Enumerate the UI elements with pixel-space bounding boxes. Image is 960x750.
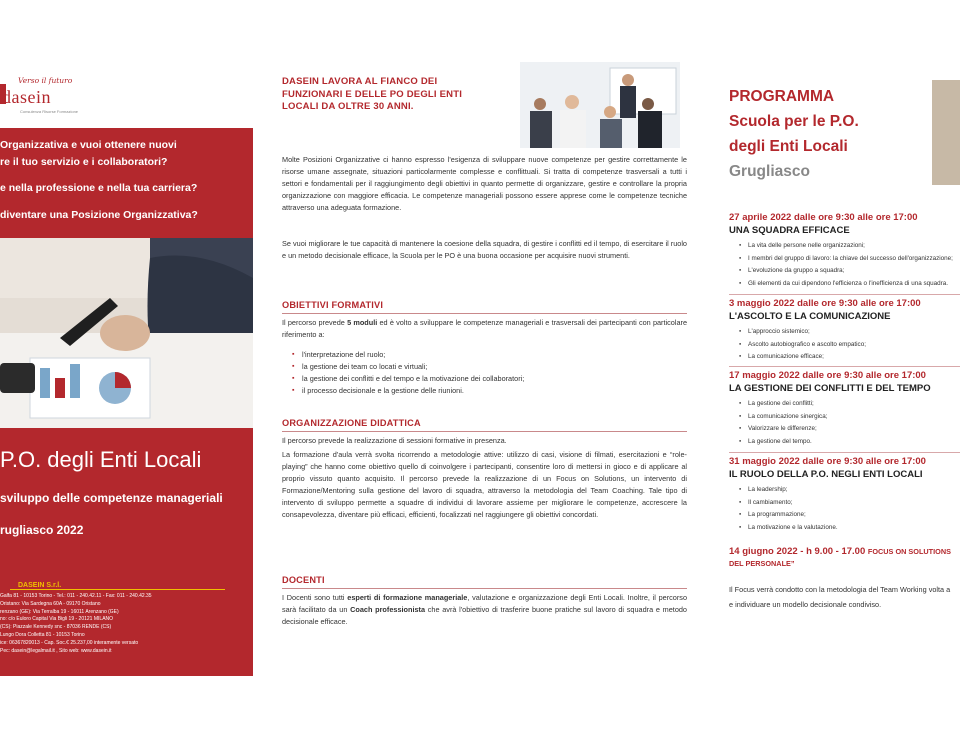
footer-line: renzano (GE): Via Terralba 19 - 16011 Arenzano (GE) — [0, 608, 119, 615]
list-item: ▪ il processo decisionale e la gestione delle riunioni. — [292, 385, 524, 397]
module-topics — [739, 484, 960, 534]
module-date: 31 maggio 2022 dalle ore 9:30 alle ore 17:00 — [729, 456, 926, 467]
footer-divider — [10, 589, 225, 590]
focus-label: FOCUS ON SOLUTIONS — [867, 547, 951, 556]
list-item: ▪ Gli elementi da cui dipendono l'efficienza o l'inefficienza di una squadra. — [739, 278, 960, 291]
docenti-text-2: , valutazione e organizzazione degli Enti Locali. Inoltre, il percorso sarà facilitato da un — [282, 593, 688, 614]
list-item: ▪ l'interpretazione del ruolo; — [292, 349, 524, 361]
list-item: ▪ La motivazione e la valutazione. — [739, 522, 960, 535]
intro-paragraph: Molte Posizioni Organizzative ci hanno espresso l'esigenza di sviluppare nuove competenze per gestire correttamente le risorse umane assegnate, situazioni particolarmente complesse e conflittuali. Si tratta di competenze trasversali a tutti i settori e fondamentali per il raggiungimento degli obiettivi in quanto permette di organizzare, gestire e controllare la propria organizzazione con maggiore efficacia. Le competenze manageriali possono essere apprese come le competenze tecniche attraverso una adeguata formazione. — [282, 155, 687, 212]
obiettivi-heading: OBIETTIVI FORMATIVI — [282, 300, 384, 310]
module-2 — [729, 298, 960, 364]
docenti-bold: esperti di formazione manageriale — [347, 593, 468, 602]
module-title: LA GESTIONE DEI CONFLITTI E DEL TEMPO — [729, 383, 931, 394]
docenti-paragraph — [282, 592, 687, 628]
module-title: IL RUOLO DELLA P.O. NEGLI ENTI LOCALI — [729, 469, 923, 480]
docenti-text: I Docenti sono tutti — [282, 593, 348, 602]
company-name: DASEIN S.r.l. — [18, 582, 62, 589]
module-4 — [729, 456, 960, 534]
question-line: Organizzativa e vuoi ottenere nuovi — [0, 139, 177, 151]
section-divider — [282, 313, 687, 314]
organizzazione-paragraph-2: La formazione d'aula verrà svolta ricorrendo a metodologie attive: utilizzo di casi, visione di filmati, esercitazioni e “role-playing” che hanno come obiettivo quello di coinvolgere i partecipanti, consentire loro di mettersi in gioco e di applicare al proprio vissuto quanto acquisito. Il percorso prevede la realizzazione di un Focus on Solutions, un intervento di Formazione/Mentoring sulla gestione del lavoro di squadra, attraverso la metodologia del Team Coaching. Tale tipo di intervento di sviluppo permette a squadre di individui di lavorare assieme per migliorare le competenze, accrescere la consapevolezza, diventare più efficaci, efficienti, focalizzati nel raggiungere gli obiettivi concordati. — [282, 450, 687, 519]
organizzazione-heading: ORGANIZZAZIONE DIDATTICA — [282, 418, 421, 428]
footer-line: no: c/o Euloro Capital Via Bigli 19 - 20121 MILANO — [0, 616, 114, 623]
module-title: UNA SQUADRA EFFICACE — [729, 225, 850, 236]
organizzazione-paragraph: Il percorso prevede la realizzazione di sessioni formative in presenza. — [282, 436, 507, 445]
logo-word: dasein — [2, 87, 51, 107]
question-line: re il tuo servizio e i collaboratori? — [0, 155, 168, 168]
cover-location-year: rugliasco 2022 — [0, 523, 84, 537]
module-topics — [739, 326, 960, 364]
obiettivi-text-2: ed è volto a sviluppare le competenze manageriali e trasversali dei partecipanti con particolare riferimento a: — [282, 318, 688, 339]
cover-title: P.O. degli Enti Locali — [0, 447, 202, 472]
list-item: ▪ L'evoluzione da gruppo a squadra; — [739, 265, 960, 278]
list-item: ▪ La comunicazione sinergica; — [739, 411, 960, 424]
list-item: ▪ Il cambiamento; — [739, 497, 960, 510]
program-heading: PROGRAMMA — [729, 88, 835, 105]
right-panel — [718, 0, 960, 750]
focus-description — [729, 583, 950, 612]
docenti-heading: DOCENTI — [282, 575, 325, 585]
headline: DASEIN LAVORA AL FIANCO DEI FUNZIONARI E DELLE PO DEGLI ENTI LOCALI DA OLTRE 30 ANNI. — [282, 76, 463, 112]
program-school: Scuola per le P.O. — [729, 113, 859, 130]
obiettivi-paragraph — [282, 317, 687, 341]
footer-lines — [0, 593, 152, 655]
intro-questions — [0, 138, 253, 232]
focus-line-2: DEL PERSONALE” — [729, 559, 795, 568]
list-item: ▪ Ascolto autobiografico e ascolto empatico; — [739, 339, 960, 352]
left-panel — [0, 0, 253, 750]
footer-line: Oristano: Via Sardegna 60A - 09170 Oristano — [0, 600, 101, 607]
section-divider — [282, 431, 687, 432]
docenti-text-3: che avrà l'obiettivo di trasferire buone pratiche sul lavoro di squadra e metodo decisionale efficace. — [282, 604, 687, 626]
cover-photo — [0, 238, 253, 428]
focus-date: 14 giugno 2022 - h 9.00 - 17.00 — [729, 546, 866, 557]
logo-sub: Consulenza Risorse Formazione — [20, 109, 79, 114]
module-date: 27 aprile 2022 dalle ore 9:30 alle ore 17:00 — [729, 212, 918, 223]
focus-line — [729, 546, 951, 558]
business-desk-photo-icon — [0, 238, 253, 428]
module-date: 3 maggio 2022 dalle ore 9:30 alle ore 17:00 — [729, 298, 921, 309]
focus-text: Il Focus verrà condotto con la metodologia del Team Working volta a — [729, 585, 951, 594]
list-item: ▪ Valorizzare le differenze; — [739, 423, 960, 436]
footer-line: Galfa 81 - 10153 Torino - Tel.: 011 - 240.42.11 - Fax: 011 - 240.42.35 — [0, 593, 152, 599]
program-city: Grugliasco — [729, 163, 810, 180]
module-title: L'ASCOLTO E LA COMUNICAZIONE — [729, 311, 891, 322]
module-divider — [729, 366, 960, 367]
list-item: ▪ I membri del gruppo di lavoro: la chiave del successo dell'organizzazione; — [739, 253, 960, 266]
intro-paragraph-2: Se vuoi migliorare le tue capacità di mantenere la coesione della squadra, di gestire i conflitti ed il tempo, di esercitare il ruolo e un metodo decisionale efficace, la Scuola per le PO è una buona occasione per acquisire nuovi strumenti. — [282, 239, 687, 260]
meeting-people-photo-icon — [520, 62, 680, 148]
list-item: ▪ La leadership; — [739, 484, 960, 497]
footer-line: ice: 06367820013 - Cap. Soc.€ 25.237,00 interamente versato — [0, 639, 139, 646]
program-thumbnail — [932, 80, 960, 185]
middle-panel — [266, 0, 696, 750]
module-divider — [729, 294, 960, 295]
question-line: diventare una Posizione Organizzativa? — [0, 208, 198, 221]
list-item: ▪ la gestione dei team co locati e virtuali; — [292, 361, 524, 373]
module-1 — [729, 212, 960, 290]
module-topics — [739, 398, 960, 448]
list-item: ▪ L'approccio sistemico; — [739, 326, 960, 339]
cover-subtitle: sviluppo delle competenze manageriali — [0, 491, 223, 505]
question-line: e nella professione e nella tua carriera? — [0, 182, 198, 194]
list-item: ▪ La vita delle persone nelle organizzazioni; — [739, 240, 960, 253]
meeting-photo — [520, 62, 680, 148]
module-divider — [729, 452, 960, 453]
dasein-logo — [0, 76, 79, 118]
list-item: ▪ La comunicazione efficace; — [739, 351, 960, 364]
section-divider — [282, 588, 687, 589]
focus-session — [729, 546, 951, 570]
footer-line: Lungo Dora Colletta 81 - 10153 Torino — [0, 631, 85, 638]
module-topics — [739, 240, 960, 290]
obiettivi-list — [292, 349, 524, 397]
list-item: ▪ la gestione dei conflitti e del tempo e la motivazione dei collaboratori; — [292, 373, 524, 385]
footer-line: (CS): Piazzale Kennedy snc - 87036 RENDE (CS) — [0, 624, 112, 631]
program-entity: degli Enti Locali — [729, 138, 848, 155]
list-item: ▪ La programmazione; — [739, 509, 960, 522]
list-item: ▪ La gestione dei conflitti; — [739, 398, 960, 411]
program-title — [729, 84, 859, 184]
module-3 — [729, 370, 960, 448]
docenti-bold-2: Coach professionista — [350, 604, 426, 614]
obiettivi-text: Il percorso prevede — [282, 318, 348, 327]
list-item: ▪ La gestione del tempo. — [739, 436, 960, 449]
obiettivi-bold: 5 moduli — [347, 318, 378, 327]
footer-line: Pec: dasein@legalmail.it , Sito web: www.dasein.it — [0, 647, 112, 654]
module-date: 17 maggio 2022 dalle ore 9:30 alle ore 17:00 — [729, 370, 926, 381]
logo-tagline: Verso il futuro — [18, 76, 73, 85]
focus-text-2: e individuare un modello decisionale condiviso. — [729, 599, 882, 609]
